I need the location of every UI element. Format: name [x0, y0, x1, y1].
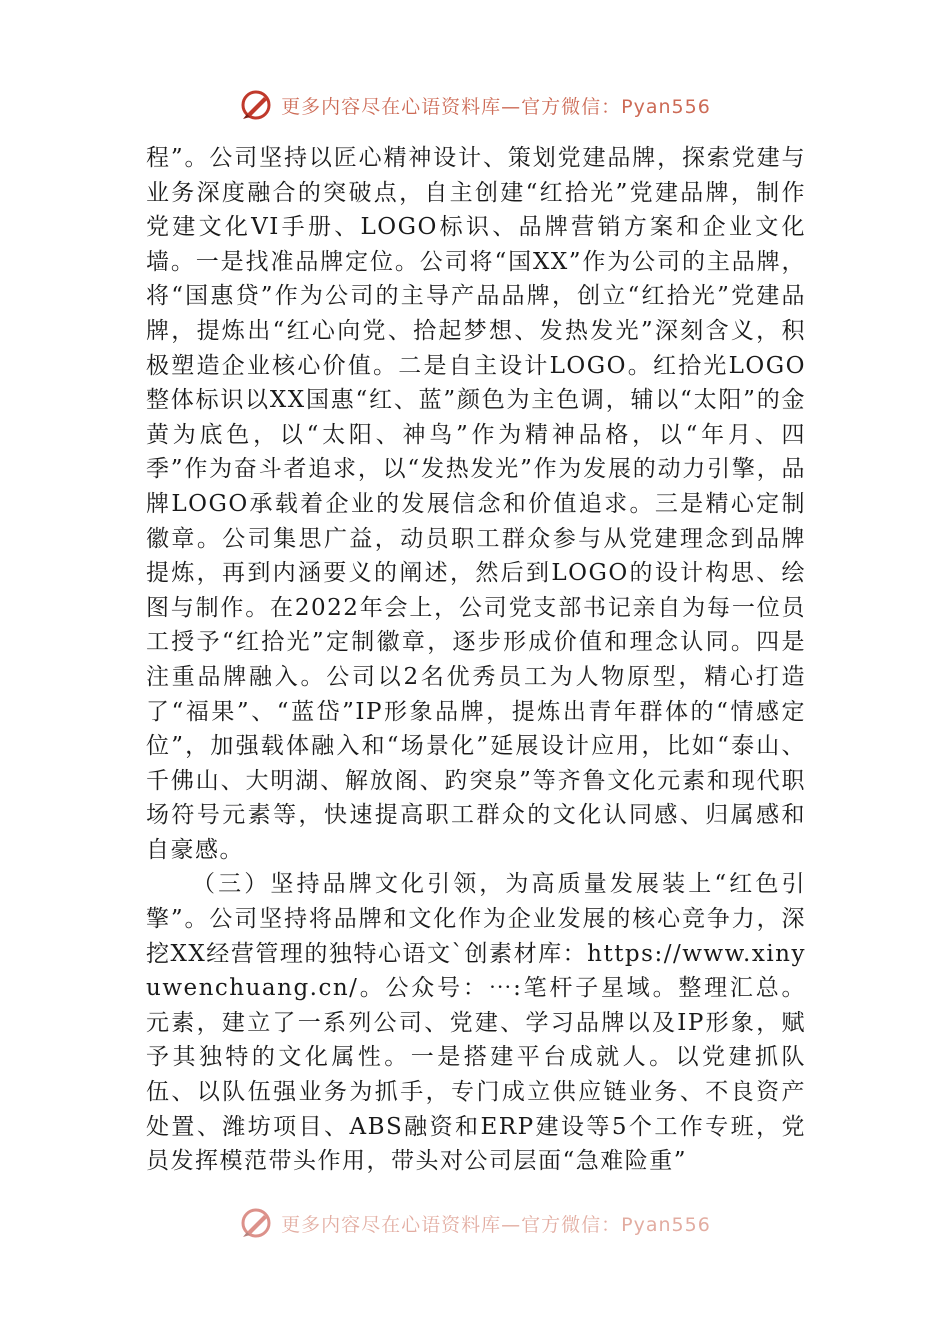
- header-watermark-text: 更多内容尽在心语资料库—官方微信：Pyan556: [281, 95, 711, 118]
- paragraph-continuation: 程”。公司坚持以匠心精神设计、策划党建品牌，探索党建与业务深度融合的突破点，自主创建“红拾光”党建品牌，制作党建文化VI手册、LOGO标识、品牌营销方案和企业文化墙。一是找准品牌定位。公司将“国XX”作为公司的主品牌，将“国惠贷”作为公司的主导产品品牌，创立“红拾光”党建品牌，提炼出“红心向党、拾起梦想、发热发光”深刻含义，积极塑造企业核心价值。二是自主设计LOGO。红拾光LOGO整体标识以XX国惠“红、蓝”颜色为主色调，辅以“太阳”的金黄为底色，以“太阳、神鸟”作为精神品格，以“年月、四季”作为奋斗者追求，以“发热发光”作为发展的动力引擎，品牌LOGO承载着企业的发展信念和价值追求。三是精心定制徽章。公司集思广益，动员职工群众参与从党建理念到品牌提炼，再到内涵要义的阐述，然后到LOGO的设计构思、绘图与制作。在2022年会上，公司党支部书记亲自为每一位员工授予“红拾光”定制徽章，逐步形成价值和理念认同。四是注重品牌融入。公司以2名优秀员工为人物原型，精心打造了“福果”、“蓝岱”IP形象品牌，提炼出青年群体的“情感定位”，加强载体融入和“场景化”延展设计应用，比如“泰山、千佛山、大明湖、解放阁、趵突泉”等齐鲁文化元素和现代职场符号元素等，快速提高职工群众的文化认同感、归属感和自豪感。: [146, 145, 806, 863]
- pen-logo-icon: [239, 88, 273, 122]
- document-body: [146, 141, 806, 1218]
- pen-logo-icon-footer: [239, 1206, 273, 1240]
- footer-watermark: [0, 1206, 950, 1240]
- paragraph-section-three: （三）坚持品牌文化引领，为高质量发展装上“红色引擎”。公司坚持将品牌和文化作为企业发展的核心竞争力，深挖XX经营管理的独特心语文`创素材库：https://www.xinyuwenchuang.cn/。公众号：⋯:笔杆子星域。整理汇总。元素，建立了一系列公司、党建、学习品牌以及IP形象，赋予其独特的文化属性。一是搭建平台成就人。以党建抓队伍、以队伍强业务为抓手，专门成立供应链业务、不良资产处置、潍坊项目、ABS融资和ERP建设等5个工作专班，党员发挥模范带头作用，带头对公司层面“急难险重”: [146, 871, 806, 1175]
- header-watermark: [0, 86, 950, 124]
- footer-watermark-text: 更多内容尽在心语资料库—官方微信：Pyan556: [281, 1213, 711, 1236]
